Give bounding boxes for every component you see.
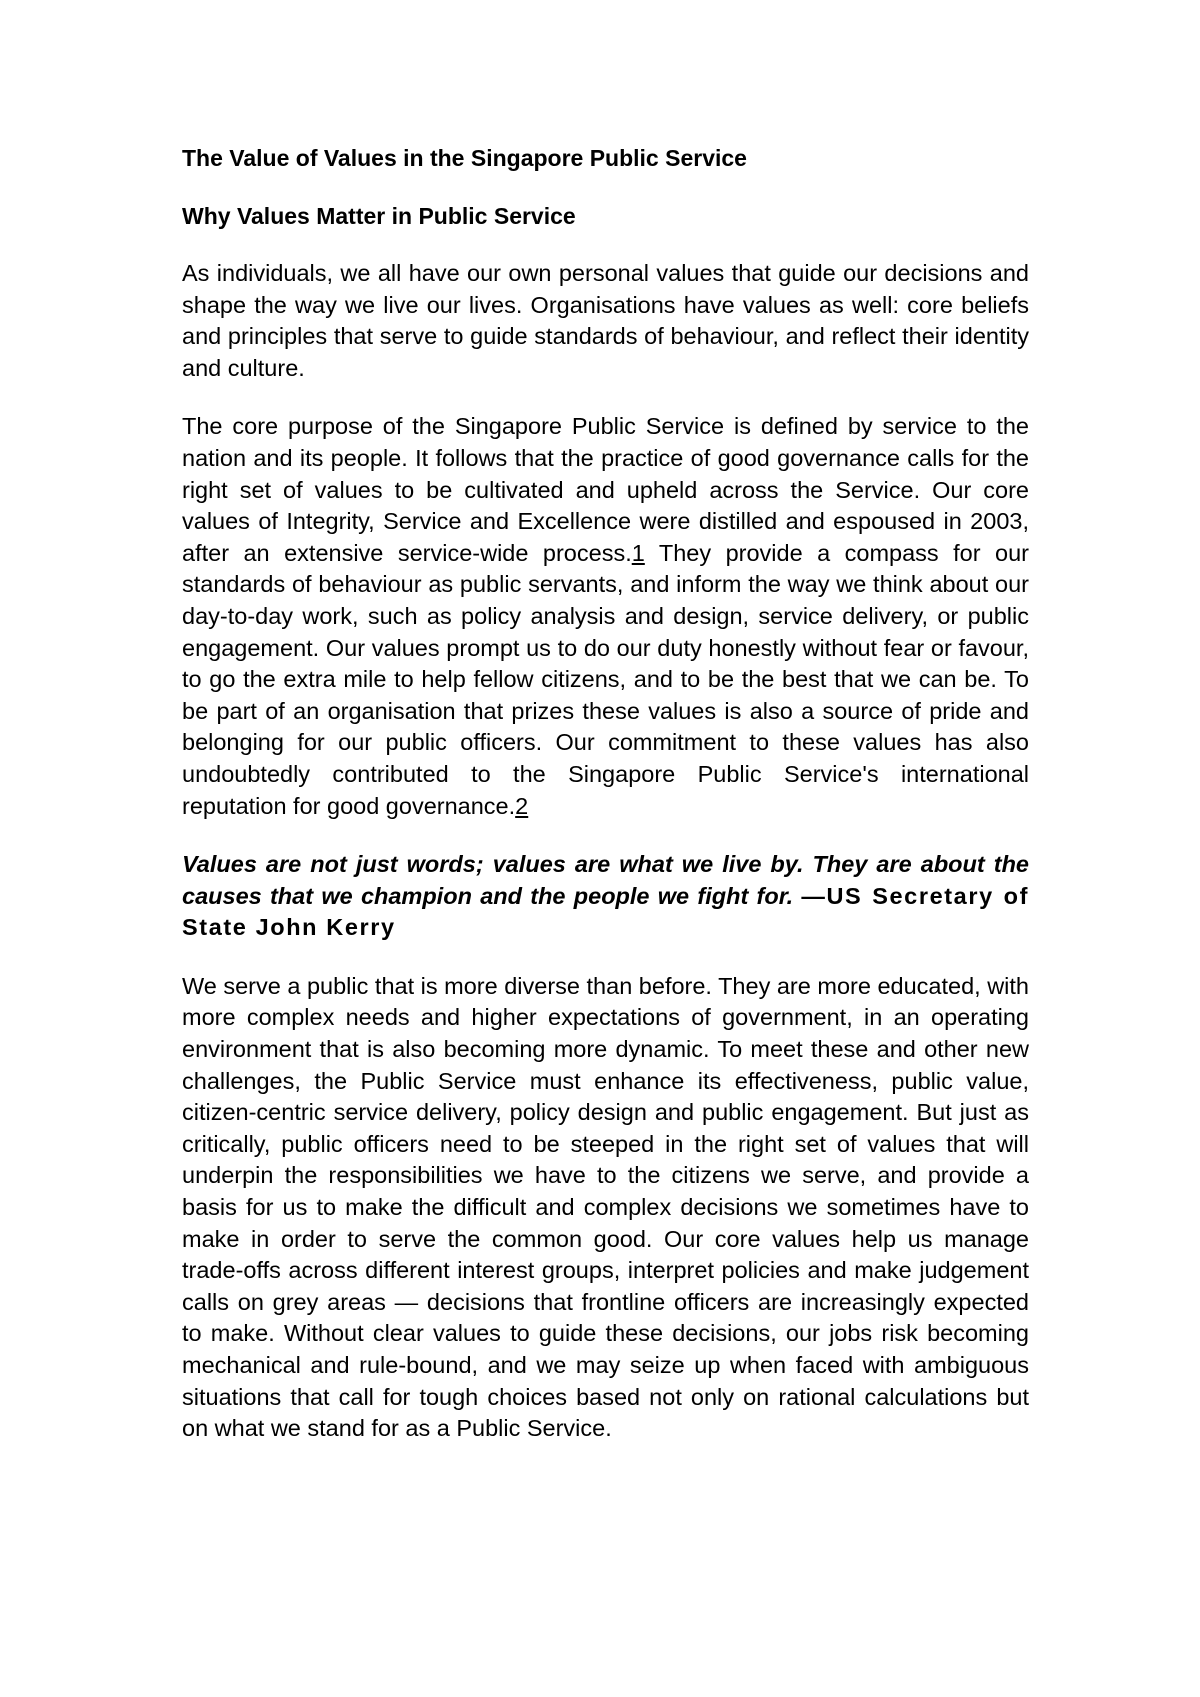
paragraph-core-purpose	[182, 411, 1029, 822]
paragraph-text: As individuals, we all have our own personal values that guide our decisions and shape the way we live our lives. Organisations have values as well: core beliefs and principles that serve to guide standards of behaviour, and reflect their identity and culture.	[182, 260, 1029, 381]
pull-quote	[182, 849, 1029, 944]
footnote-link-2[interactable]: 2	[515, 792, 529, 819]
paragraph-personal-values	[182, 258, 1029, 384]
paragraph-text: The core purpose of the Singapore Public Service is defined by service to the nation and its people. It follows that the practice of good governance calls for the right set of values to be cultivated and upheld across the Service. Our core values of Integrity, Service and Excellence were distilled and espoused in 2003, after an extensive service-wide process.	[182, 413, 1029, 566]
paragraph-text: We serve a public that is more diverse than before. They are more educated, with more complex needs and higher expectations of government, in an operating environment that is also becoming more dynamic. To meet these and other new challenges, the Public Service must enhance its effectiveness, public value, citizen-centric service delivery, policy design and public engagement. But just as critically, public officers need to be steeped in the right set of values that will underpin the responsibilities we have to the citizens we serve, and provide a basis for us to make the difficult and complex decisions we sometimes have to make in order to serve the common good. Our core values help us manage trade-offs across different interest groups, interpret policies and make judgement calls on grey areas — decisions that frontline officers are increasingly expected to make. Without clear values to guide these decisions, our jobs risk becoming mechanical and rule-bound, and we may seize up when faced with ambiguous situations that call for tough choices based not only on rational calculations but on what we stand for as a Public Service.	[182, 972, 1029, 1442]
section-heading: Why Values Matter in Public Service	[182, 203, 576, 229]
document-page	[182, 142, 1029, 1472]
quote-attribution: —US Secretary of State John Kerry	[182, 882, 1029, 941]
paragraph-diverse-public	[182, 971, 1029, 1445]
document-title: The Value of Values in the Singapore Public Service	[182, 145, 747, 171]
paragraph-text: They provide a compass for our standards of behaviour as public servants, and inform the way we think about our day-to-day work, such as policy analysis and design, service delivery, or public engagement. Our values prompt us to do our duty honestly without fear or favour, to go the extra mile to help fellow citizens, and to be the best that we can be. To be part of an organisation that prizes these values is also a source of pride and belonging for our public officers. Our commitment to these values has also undoubtedly contributed to the Singapore Public Service's international reputation for good governance.	[182, 539, 1030, 819]
footnote-link-1[interactable]: 1	[631, 539, 645, 566]
quote-text: Values are not just words; values are what we live by. They are about the causes that we champion and the people we fight for.	[182, 851, 1029, 909]
